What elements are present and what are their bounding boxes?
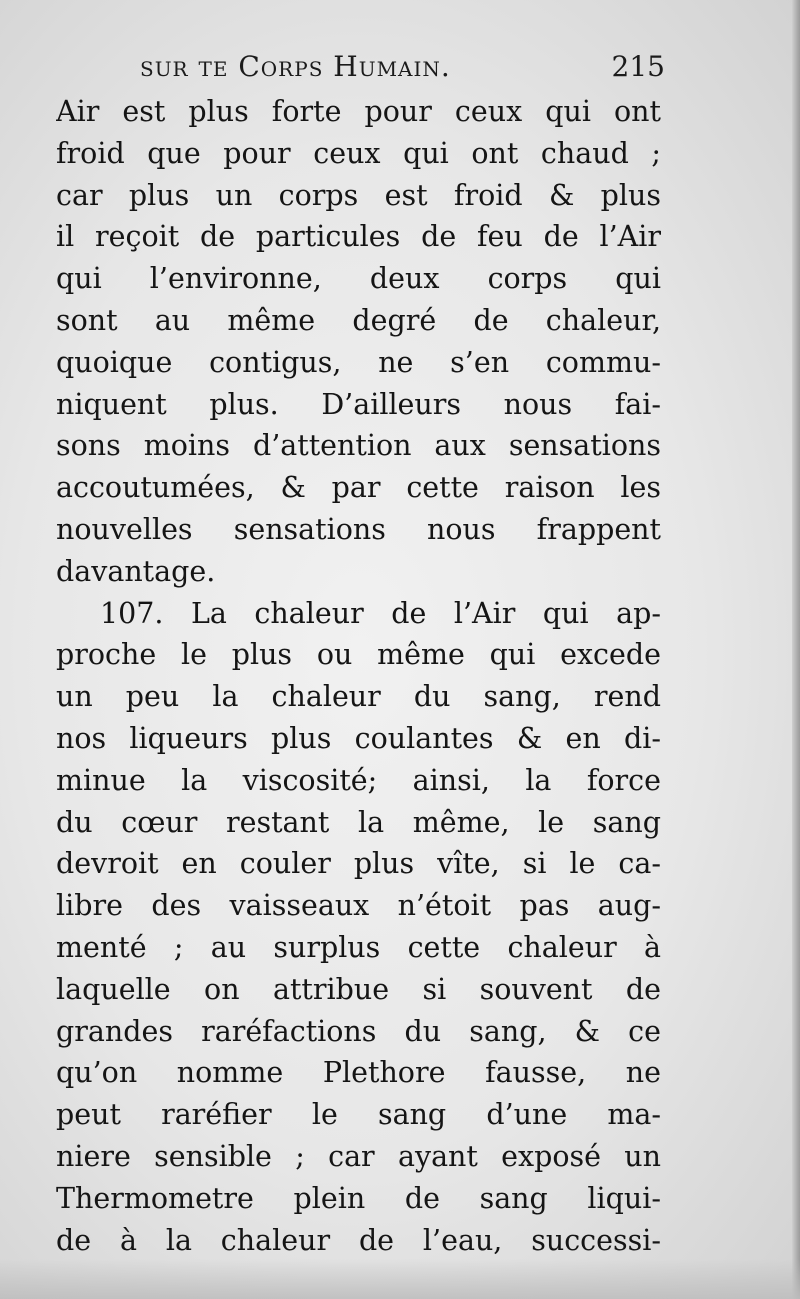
page-header: [140, 46, 665, 90]
text-line: qu’on nomme Plethore fausse, ne: [56, 1056, 661, 1090]
text-line: nouvelles sensations nous frappent: [56, 512, 661, 546]
page-number: 215: [611, 50, 665, 83]
body-text: [56, 91, 661, 1261]
text-line: grandes raréfactions du sang, & ce: [56, 1014, 661, 1048]
text-line: il reçoit de particules de feu de l’Air: [56, 220, 661, 254]
text-line: nos liqueurs plus coulantes & en di-: [56, 721, 661, 755]
text-line: sont au même degré de chaleur,: [56, 303, 661, 337]
text-line: accoutumées, & par cette raison les: [56, 471, 661, 505]
text-line: proche le plus ou même qui excede: [56, 638, 661, 672]
text-line: de à la chaleur de l’eau, successi-: [56, 1223, 661, 1257]
text-line: niere sensible ; car ayant exposé un: [56, 1139, 661, 1173]
page-edge-shadow: [792, 0, 800, 1299]
text-line: laquelle on attribue si souvent de: [56, 972, 661, 1006]
text-line: davantage.: [56, 554, 216, 588]
text-line: froid que pour ceux qui ont chaud ;: [56, 136, 661, 170]
page-bottom-shadow: [0, 1259, 800, 1299]
text-line: menté ; au surplus cette chaleur à: [56, 930, 661, 964]
running-title: sur te Corps Humain.: [140, 50, 451, 83]
text-line: minue la viscosité; ainsi, la force: [56, 763, 661, 797]
text-line: un peu la chaleur du sang, rend: [56, 680, 661, 714]
text-line: libre des vaisseaux n’étoit pas aug-: [56, 889, 661, 923]
text-line: quoique contigus, ne s’en commu-: [56, 345, 661, 379]
text-line: Air est plus forte pour ceux qui ont: [56, 95, 661, 128]
text-line: 107. La chaleur de l’Air qui ap-: [100, 596, 661, 630]
text-line: niquent plus. D’ailleurs nous fai-: [56, 387, 661, 421]
text-line: car plus un corps est froid & plus: [56, 178, 661, 212]
text-line: sons moins d’attention aux sensations: [56, 429, 661, 463]
text-line: devroit en couler plus vîte, si le ca-: [56, 847, 661, 881]
text-line: peut raréfier le sang d’une ma-: [56, 1098, 661, 1132]
text-line: du cœur restant la même, le sang: [56, 805, 661, 839]
text-line: qui l’environne, deux corps qui: [56, 262, 661, 296]
text-line: Thermometre plein de sang liqui-: [56, 1181, 661, 1215]
